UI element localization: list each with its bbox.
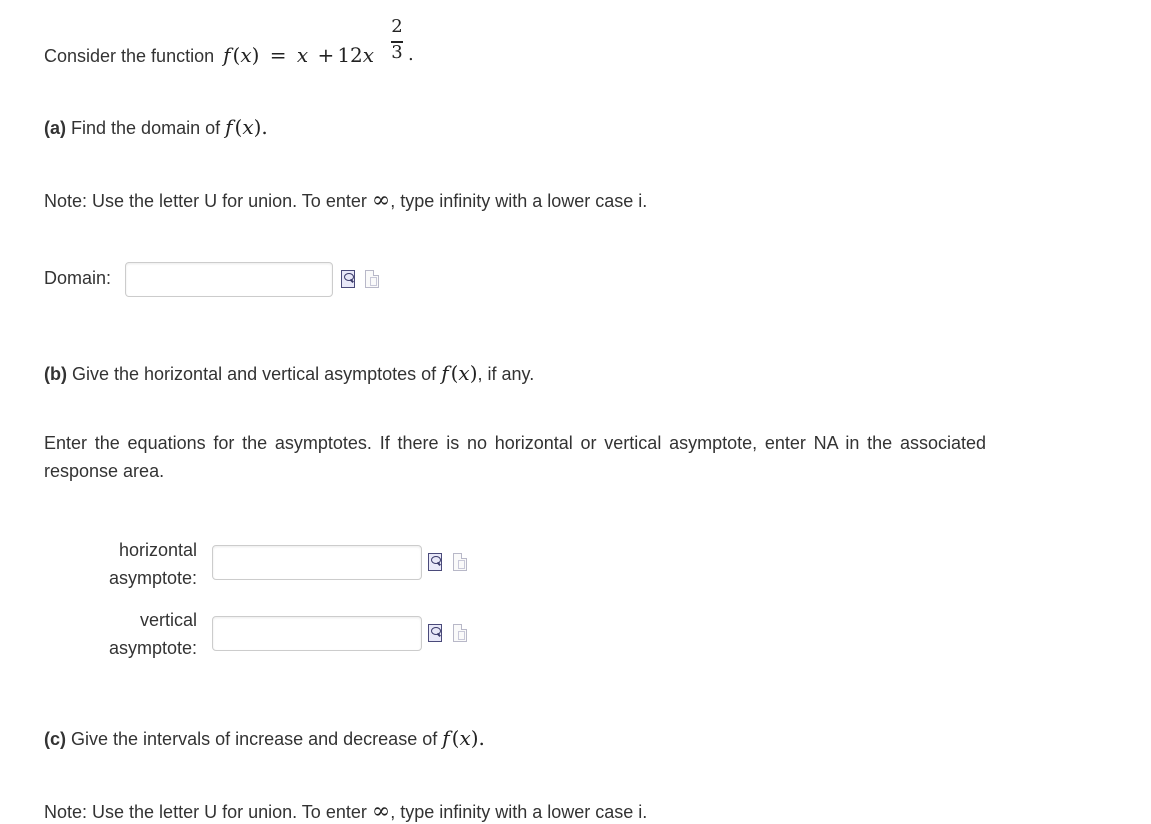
plus-sign: + — [317, 43, 335, 67]
part-c-func-name: f — [442, 726, 450, 750]
part-a-note-text-end: , type infinity with a lower case i. — [390, 191, 648, 211]
horizontal-asymptote-input[interactable] — [212, 545, 422, 580]
part-c-heading — [44, 726, 485, 750]
part-b-text: Give the horizontal and vertical asymptotes of — [72, 364, 437, 384]
part-c-text: Give the intervals of increase and decrease of — [71, 729, 438, 749]
func-var: x — [240, 43, 252, 67]
part-c-note-text-end: , type infinity with a lower case i. — [390, 802, 648, 822]
part-b-instructions: Enter the equations for the asymptotes. If there is no horizontal or vertical asymptote, enter NA in the associated response area. — [44, 433, 986, 481]
problem-statement — [44, 43, 374, 67]
intro-period: . — [408, 44, 414, 65]
part-c-label: (c) — [44, 729, 66, 749]
infinity-symbol: ∞ — [371, 799, 391, 824]
infinity-symbol: ∞ — [371, 188, 391, 213]
part-b-func-var: x — [458, 361, 470, 385]
part-b-heading — [44, 361, 534, 385]
preview-answer-icon[interactable] — [341, 270, 355, 288]
exponent-fraction — [390, 16, 404, 63]
domain-input[interactable] — [125, 262, 333, 297]
part-a-heading — [44, 115, 268, 139]
help-icon[interactable] — [453, 553, 467, 571]
part-a-func-name: f — [225, 115, 233, 139]
intro-prefix: Consider the function — [44, 46, 215, 66]
part-c-note — [44, 799, 647, 824]
exponent-denominator: 3 — [391, 42, 403, 63]
coefficient: 12 — [337, 43, 363, 67]
part-a-note-text: Note: Use the letter U for union. To enter — [44, 191, 367, 211]
horizontal-label-line2: asymptote: — [108, 568, 197, 588]
part-a-end: . — [261, 115, 268, 139]
preview-answer-icon[interactable] — [428, 624, 442, 642]
part-c-function: f (x). — [442, 726, 485, 750]
horizontal-label-line1: horizontal — [118, 540, 197, 560]
help-icon[interactable] — [453, 624, 467, 642]
part-a-text: Find the domain of — [71, 118, 221, 138]
base-x: x — [362, 43, 375, 67]
func-name: f — [223, 43, 231, 67]
vertical-asymptote-label — [100, 606, 197, 662]
part-c-func-var: x — [459, 726, 471, 750]
part-b-end: , if any. — [477, 364, 535, 384]
vertical-label-line1: vertical — [139, 610, 197, 630]
part-b-func-name: f — [441, 361, 449, 385]
domain-label: Domain: — [44, 268, 112, 288]
exponent-numerator: 2 — [391, 16, 403, 37]
vertical-label-line2: asymptote: — [108, 638, 197, 658]
part-c-note-text: Note: Use the letter U for union. To enter — [44, 802, 367, 822]
part-b-function: f (x) — [441, 361, 478, 385]
horizontal-asymptote-label — [100, 536, 197, 592]
part-c-end: . — [478, 726, 485, 750]
equals-sign: = — [269, 43, 287, 67]
function-expression: f (x) = x + 12x — [223, 43, 375, 67]
vertical-asymptote-input[interactable] — [212, 616, 422, 651]
part-a-label: (a) — [44, 118, 66, 138]
part-a-func-var: x — [242, 115, 254, 139]
term-x: x — [296, 43, 309, 67]
part-b-label: (b) — [44, 364, 67, 384]
part-a-note — [44, 188, 647, 213]
preview-answer-icon[interactable] — [428, 553, 442, 571]
part-a-function: f (x). — [225, 115, 268, 139]
help-icon[interactable] — [365, 270, 379, 288]
